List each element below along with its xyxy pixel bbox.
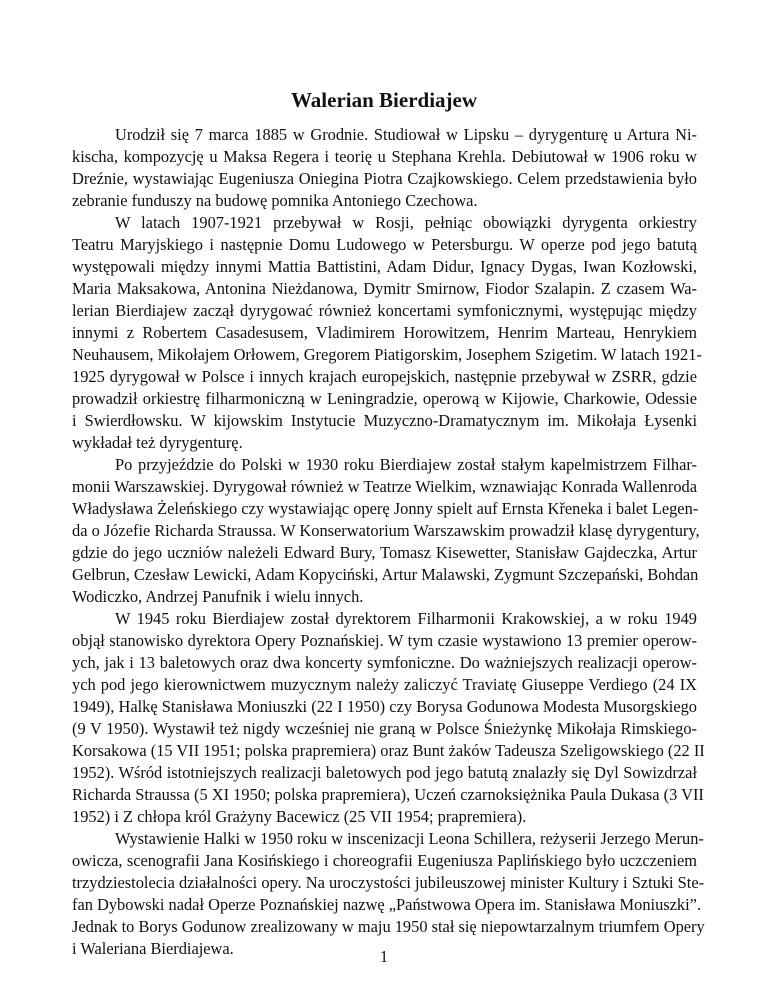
text-line: (9 V 1950). Wystawił też nigdy wcześniej nie graną w Polsce Śnieżynkę Mikołaja Rimskiego-	[72, 719, 697, 738]
text-line: owicza, scenografii Jana Kosińskiego i choreografii Eugeniusza Paplińskiego było uczczeniem	[72, 851, 697, 870]
text-line: zebranie funduszy na budowę pomnika Antoniego Czechowa.	[72, 191, 478, 210]
text-line: wykładał też dyrygenturę.	[72, 433, 243, 452]
text-line: Jednak to Borys Godunow zrealizowany w maju 1950 stał się niepowtarzalnym triumfem Opery	[72, 917, 705, 936]
text-line: ych, jak i 13 baletowych oraz dwa koncerty symfoniczne. Do ważniejszych realizacji operow-	[72, 653, 697, 672]
document-title: Walerian Bierdiajew	[290, 88, 478, 112]
text-line: Neuhausem, Mikołajem Orłowem, Gregorem Piatigorskim, Josephem Szigetim. W latach 1921-	[72, 345, 702, 364]
text-line: innymi z Robertem Casadesusem, Vladimirem Horowitzem, Henrim Marteau, Henrykiem	[72, 323, 697, 342]
text-line: lerian Bierdiajew zaczął dyrygować również koncertami symfonicznymi, występując między	[72, 301, 697, 320]
text-line: i Swierdłowsku. W kijowskim Instytucie Muzyczno-Dramatycznym im. Mikołaja Łysenki	[72, 411, 697, 430]
text-line: występowali między innymi Mattia Battistini, Adam Didur, Ignacy Dygas, Iwan Kozłowski,	[72, 257, 697, 276]
text-line: 1952) i Z chłopa król Grażyny Bacewicz (25 VII 1954; prapremiera).	[72, 807, 527, 826]
text-line: Wodiczko, Andrzej Panufnik i wielu innych.	[72, 587, 364, 606]
text-line: trzydziestolecia działalności opery. Na uroczystości jubileuszowej minister Kultury i Sztuki Ste-	[72, 873, 705, 892]
page-number: 1	[379, 947, 389, 966]
text-line: da o Józefie Richarda Straussa. W Konserwatorium Warszawskim prowadził klasę dyrygentury,	[72, 521, 700, 540]
text-line: Gelbrun, Czesław Lewicki, Adam Kopyciński, Artur Malawski, Zygmunt Szczepański, Bohdan	[72, 565, 699, 584]
text-line: W 1945 roku Bierdiajew został dyrektorem Filharmonii Krakowskiej, a w roku 1949	[115, 609, 697, 628]
text-line: gdzie do jego uczniów należeli Edward Bury, Tomasz Kisewetter, Stanisław Gajdeczka, Artur	[72, 543, 697, 562]
text-line: Dreźnie, wystawiając Eugeniusza Oniegina Piotra Czajkowskiego. Celem przedstawienia było	[72, 169, 697, 188]
text-line: W latach 1907-1921 przebywał w Rosji, pełniąc obowiązki dyrygenta orkiestry	[115, 213, 697, 232]
text-line: Korsakowa (15 VII 1951; polska prapremiera) oraz Bunt żaków Tadeusza Szeligowskiego (22 II	[72, 741, 705, 760]
text-line: Richarda Straussa (5 XI 1950; polska prapremiera), Uczeń czarnoksiężnika Paula Dukasa (3 VII	[72, 785, 704, 804]
text-line: 1925 dyrygował w Polsce i innych krajach europejskich, następnie przebywał w ZSRR, gdzie	[72, 367, 697, 386]
text-line: fan Dybowski nadał Operze Poznańskiej nazwę „Państwowa Opera im. Stanisława Moniuszki”.	[72, 895, 702, 914]
text-line: objął stanowisko dyrektora Opery Poznańskiej. W tym czasie wystawiono 13 premier operow-	[72, 631, 697, 650]
text-line: i Waleriana Bierdiajewa.	[72, 939, 234, 958]
text-line: Teatru Maryjskiego i następnie Domu Ludowego w Petersburgu. W operze pod jego batutą	[72, 235, 697, 254]
text-line: prowadził orkiestrę filharmoniczną w Leningradzie, operową w Kijowie, Charkowie, Odessie	[72, 389, 697, 408]
text-line: 1949), Halkę Stanisława Moniuszki (22 I 1950) czy Borysa Godunowa Modesta Musorgskiego	[72, 697, 697, 716]
text-line: ych pod jego kierownictwem muzycznym należy zaliczyć Traviatę Giuseppe Verdiego (24 IX	[72, 675, 697, 694]
text-line: monii Warszawskiej. Dyrygował również w Teatrze Wielkim, wznawiając Konrada Wallenroda	[72, 477, 697, 496]
text-line: Urodził się 7 marca 1885 w Grodnie. Studiował w Lipsku – dyrygenturę u Artura Ni-	[115, 125, 697, 144]
text-line: Władysława Żeleńskiego czy wystawiając operę Jonny spielt auf Ernsta Křeneka i balet Legen-	[72, 499, 699, 518]
text-line: kischa, kompozycję u Maksa Regera i teorię u Stephana Krehla. Debiutował w 1906 roku w	[72, 147, 697, 166]
text-line: Po przyjeździe do Polski w 1930 roku Bierdiajew został stałym kapelmistrzem Filhar-	[115, 455, 697, 474]
text-line: Wystawienie Halki w 1950 roku w inscenizacji Leona Schillera, reżyserii Jerzego Merun-	[115, 829, 704, 848]
text-line: 1952). Wśród istotniejszych realizacji baletowych pod jego batutą znalazły się Dyl Sowizdrzał	[72, 763, 697, 782]
text-line: Maria Maksakowa, Antonina Nieżdanowa, Dymitr Smirnow, Fiodor Szalapin. Z czasem Wa-	[72, 279, 697, 298]
